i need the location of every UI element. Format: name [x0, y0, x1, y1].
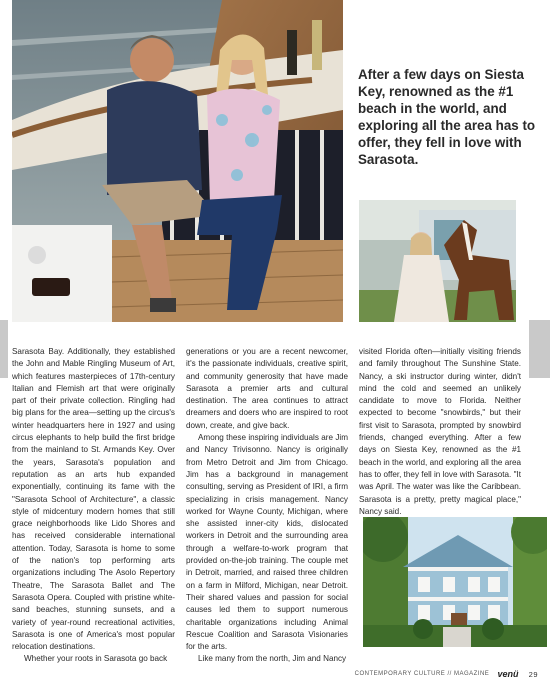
paragraph: Among these inspiring individuals are Jim and Nancy Trivisonno. Nancy is originally from Metro Detroit and Jim from Chicago. Jim has a background in management consulting, serving as President of IRI, a firm specializing in crisis management. Nancy worked for Wayne County, Michigan, where she assisted inner-city kids, dislocated workers in Detroit and the surrounding area through a welfare-to-work program that provided on-the-job training. The couple met in Detroit, married, and raised three children on a farm in Milford, Michigan, near Detroit. Their shared values and passion for social causes led them to support numerous charitable organizations including Animal Rescue Coalition and Sarasota Visionaries for the arts. [186, 433, 348, 652]
pull-quote: After a few days on Siesta Key, renowned as the #1 beach in the world, and exploring all the area has to offer, they fell in love with Sarasota. [358, 67, 536, 167]
right-side-tab [529, 320, 550, 378]
paragraph: Whether your roots in Sarasota go back [24, 654, 168, 664]
woman-with-horse-photo [359, 200, 516, 322]
paragraph: visited Florida often—initially visiting friends and family throughout The Sunshine State. Nancy, a ski instructor during winter, didn't mind the cold and seemed an unlikely candidate to move to Florida. Neither expected to become "snowbirds," but their first visit to Sarasota, prompted by snowbird friends, changed everything. After a few days on Siesta Key, renowned as the #1 beach in the world, and exploring all the area has to offer, they fell in love with Sarasota. "It was April. The water was like the Caribbean. Sarasota is a pretty, pretty magical place," Nancy said. [359, 347, 521, 516]
text-column-3 [359, 346, 521, 518]
text-column-1 [12, 346, 175, 666]
paragraph: generations or you are a recent newcomer, it's the passionate individuals, creative spirit, and community generosity that have made Sarasota a premier arts and cultural destination. The area continues to attract dreamers and doers who are inspired to root down, create, and give back. [186, 347, 348, 430]
footer-section-label: CONTEMPORARY CULTURE // MAGAZINE [354, 671, 490, 677]
couple-on-boat-photo [12, 0, 343, 322]
brand-logo: venü [497, 669, 519, 679]
paragraph: Like many from the north, Jim and Nancy [198, 654, 347, 664]
left-side-tab [0, 320, 8, 378]
text-column-2 [186, 346, 348, 666]
page-number: 29 [528, 669, 538, 679]
paragraph: Sarasota Bay. Additionally, they established the John and Mable Ringling Museum of Art, which features masterpieces of 17th-century Italian and Flemish art that were originally part of their private collection. Ringling had big plans for the area—setting up the circus's winter headquarters here in 1927 and using circus elephants to help build the first bridge from the mainland to St. Armands Key. Over the years, Sarasota's population and reputation as an arts hub expanded exponentially, continuing its fame with the "Sarasota School of Architecture", a classic style of midcentury modern homes that still grace neighborhoods like Lido Shores and has received considerable international attention. Today, Sarasota is home to some of the nation's top performing arts organizations including The Asolo Repertory Theatre, The Sarasota Ballet and The Sarasota Opera. Coupled with pristine white-sand beaches, stunning sunsets, and a variety of year-round recreational activities, Sarasota is one of America's most popular relocation destinations. [12, 347, 175, 652]
page-footer [355, 669, 538, 679]
victorian-house-photo [363, 517, 547, 647]
